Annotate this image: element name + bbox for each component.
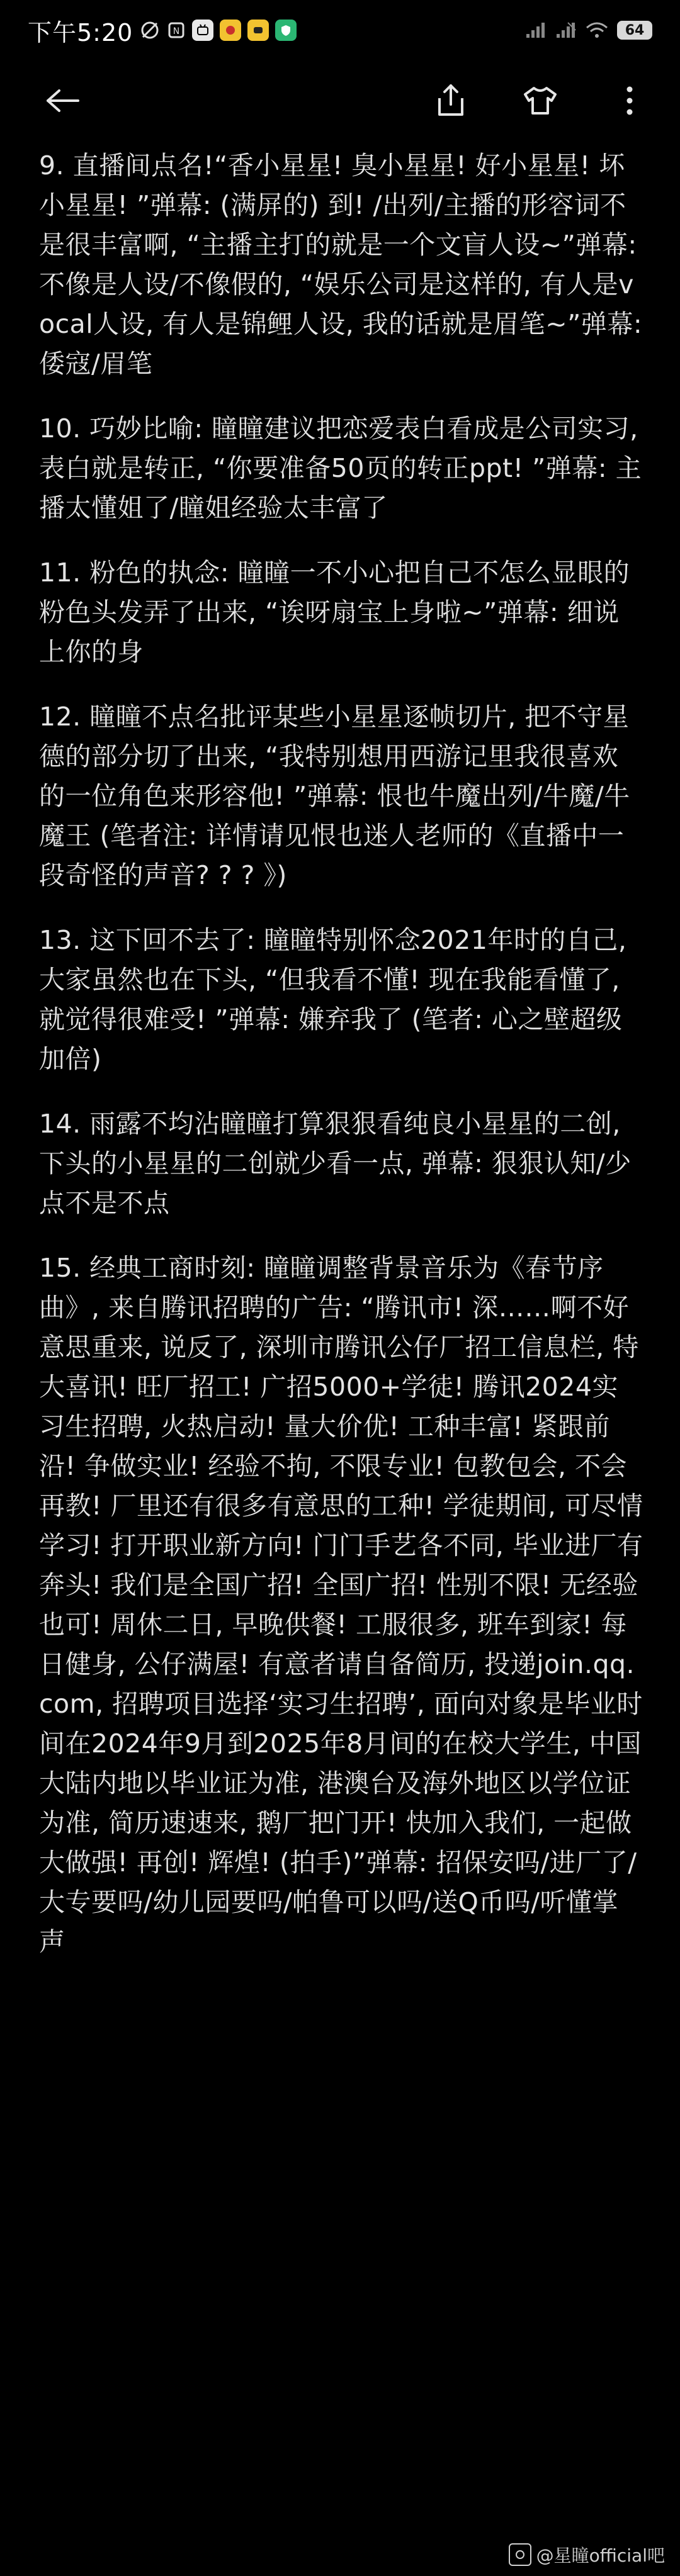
data-saver-icon [167,21,186,40]
security-app-icon [275,20,297,41]
signal-icon-1 [525,21,547,39]
signal-icon-2 [555,21,577,39]
battery-indicator: 64 [617,21,652,40]
more-vertical-icon [625,85,635,116]
status-left [28,13,297,48]
bilibili-app-icon [192,20,213,41]
back-button[interactable] [38,76,88,126]
watermark [509,2542,665,2567]
svg-text:N: N [173,26,180,36]
theme-button[interactable] [515,76,565,126]
no-disturb-icon [139,20,161,41]
paragraph-9: 9. 直播间点名!“香小星星! 臭小星星! 好小星星! 坏小星星! ”弹幕: (满屏的) 到! /出列/主播的形容词不是很丰富啊, “主播主打的就是一个文盲人设~”弹幕: 不像是人设/不像假的, “娱乐公司是这样的, 有人是vocal人设, 有人是锦鲤人设, 我的话就是眉笔~”弹幕: 倭寇/眉笔 [39,150,643,379]
share-icon [436,84,466,117]
toolbar-actions [426,76,655,126]
meituan-app-icon [247,20,269,41]
watermark-text: @星瞳official吧 [536,2545,665,2566]
paragraph-15: 15. 经典工商时刻: 瞳瞳调整背景音乐为《春节序曲》, 来自腾讯招聘的广告: “腾讯市! 深……啊不好意思重来, 说反了, 深圳市腾讯公仔厂招工信息栏, 特大喜讯! 旺厂招工! 广招5000+学徒! 腾讯2024实习生招聘, 火热启动! 量大价优! 工种丰富! 紧跟前沿! 争做实业! 经验不拘, 不限专业! 包教包会, 不会再教! 厂里还有很多有意思的工种! 学徒期间, 可尽情学习! 打开职业新方向! 门门手艺各不同, 毕业进厂有奔头! 我们是全国广招! 全国广招! 性别不限! 无经验也可! 周休二日, 早晚供餐! 工服很多, 班车到家! 每日健身, 公仔满屋! 有意者请自备简历, 投递join.qq.com, 招聘项目选择‘实习生招聘’, 面向对象是毕业时间在2024年9月到2025年8月间的在校大学生, 中国大陆内地以毕业证为准, 港澳台及海外地区以学位证为准, 简历速速来, 鹅厂把门开! 快加入我们, 一起做大做强! 再创! 辉煌! (拍手)”弹幕: 招保安吗/进厂了/大专要吗/幼儿园要吗/帕鲁可以吗/送Q币吗/听懂掌声 [39,1253,643,1957]
wifi-icon [586,21,608,39]
taobao-app-icon [220,20,241,41]
paragraph-11: 11. 粉色的执念: 瞳瞳一不小心把自己不怎么显眼的粉色头发弄了出来, “诶呀扇宝上身啦~”弹幕: 细说上你的身 [39,557,630,667]
top-toolbar [0,69,680,132]
arrow-left-icon [45,88,81,113]
paragraph-12: 12. 瞳瞳不点名批评某些小星星逐帧切片, 把不守星德的部分切了出来, “我特别想用西游记里我很喜欢的一位角色来形容他! ”弹幕: 恨也牛魔出列/牛魔/牛魔王 (笔者注: 详情请见恨也迷人老师的《直播中一段奇怪的声音? ? ? 》) [39,702,630,890]
paragraph-14: 14. 雨露不均沾瞳瞳打算狠狠看纯良小星星的二创, 下头的小星星的二创就少看一点, 弹幕: 狠狠认知/少点不是不点 [39,1109,632,1218]
share-button[interactable] [426,76,476,126]
tieba-logo-icon [509,2543,531,2566]
status-right [525,21,652,40]
tshirt-icon [523,86,558,116]
status-time: 下午5:20 [28,18,133,47]
more-button[interactable] [604,76,655,126]
paragraph-10: 10. 巧妙比喻: 瞳瞳建议把恋爱表白看成是公司实习, 表白就是转正, “你要准备50页的转正ppt! ”弹幕: 主播太懂姐了/瞳姐经验太丰富了 [39,413,642,523]
paragraph-13: 13. 这下回不去了: 瞳瞳特别怀念2021年时的自己, 大家虽然也在下头, “但我看不懂! 现在我能看懂了, 就觉得很难受! ”弹幕: 嫌弃我了 (笔者: 心之壁超级加倍) [39,925,627,1074]
article-body [39,146,643,1987]
status-bar [0,0,680,60]
